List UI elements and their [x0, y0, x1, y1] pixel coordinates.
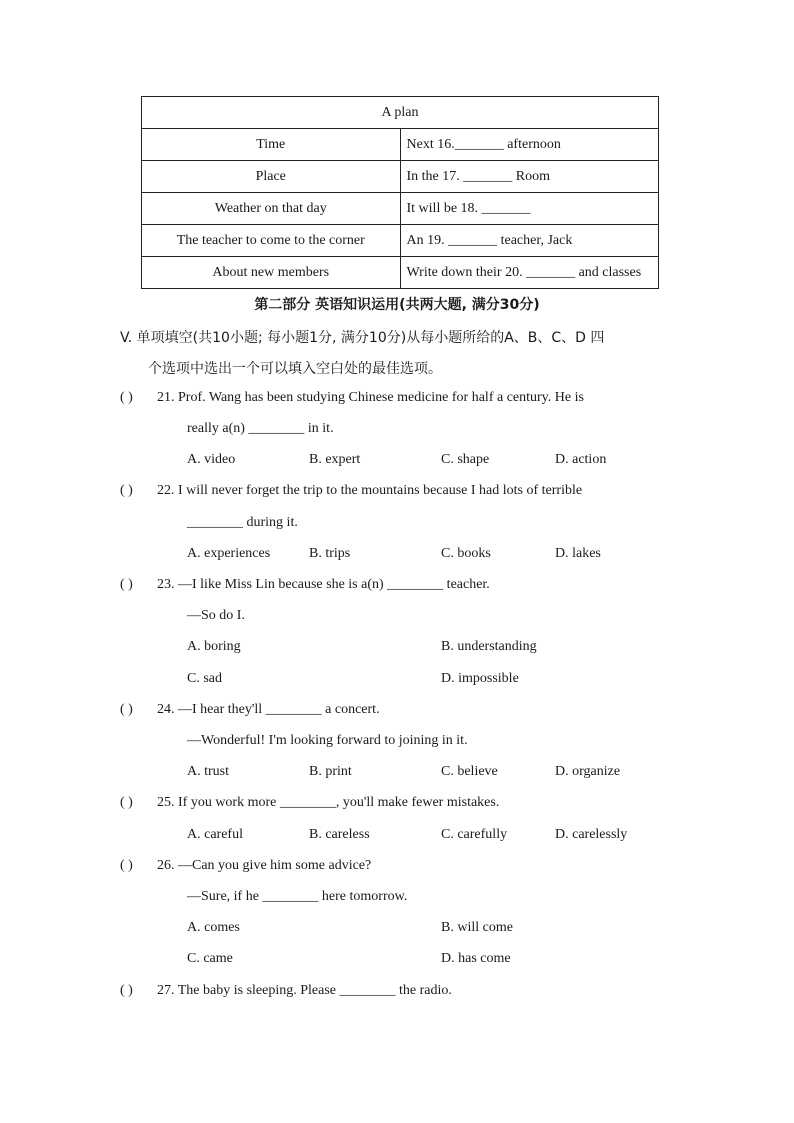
row-label: Weather on that day — [142, 193, 401, 225]
option-a[interactable]: A. video — [187, 452, 236, 467]
row-value: An 19. _______ teacher, Jack — [400, 225, 659, 257]
question-text: 21. Prof. Wang has been studying Chinese medicine for half a century. He is — [157, 390, 584, 405]
row-value: Write down their 20. _______ and classes — [400, 257, 659, 289]
question-text: 27. The baby is sleeping. Please ________ the radio. — [157, 983, 452, 998]
option-d[interactable]: D. action — [555, 452, 607, 467]
row-value: Next 16._______ afternoon — [400, 129, 659, 161]
option-a[interactable]: A. experiences — [187, 546, 271, 561]
question-text-cont: ________ during it. — [187, 515, 298, 530]
answer-blank[interactable]: ( ) — [120, 983, 133, 998]
answer-blank[interactable]: ( ) — [120, 390, 133, 405]
question-text: 26. —Can you give him some advice? — [157, 858, 372, 873]
row-value: In the 17. _______ Room — [400, 161, 659, 193]
option-b[interactable]: B. careless — [309, 827, 370, 842]
option-a[interactable]: A. careful — [187, 827, 243, 842]
row-label: About new members — [142, 257, 401, 289]
table-title: A plan — [142, 97, 659, 129]
option-c[interactable]: C. came — [187, 951, 233, 966]
option-d[interactable]: D. carelessly — [555, 827, 628, 842]
row-value: It will be 18. _______ — [400, 193, 659, 225]
table-row — [142, 129, 659, 161]
answer-blank[interactable]: ( ) — [120, 577, 133, 592]
table-row — [142, 225, 659, 257]
instruction-line-1: V. 单项填空(共10小题; 每小题1分, 满分10分)从每小题所给的A、B、C、D 四 — [120, 330, 605, 346]
instruction-line-2: 个选项中选出一个可以填入空白处的最佳选项。 — [148, 361, 442, 377]
option-b[interactable]: B. trips — [309, 546, 351, 561]
question-text-cont: —Sure, if he ________ here tomorrow. — [187, 889, 408, 904]
question-text-cont: —So do I. — [187, 608, 245, 623]
option-b[interactable]: B. understanding — [441, 639, 537, 654]
answer-blank[interactable]: ( ) — [120, 702, 133, 717]
row-label: Time — [142, 129, 401, 161]
option-c[interactable]: C. sad — [187, 671, 222, 686]
option-b[interactable]: B. expert — [309, 452, 361, 467]
question-text: 23. —I like Miss Lin because she is a(n) ________ teacher. — [157, 577, 490, 592]
row-label: The teacher to come to the corner — [142, 225, 401, 257]
option-b[interactable]: B. will come — [441, 920, 513, 935]
option-a[interactable]: A. comes — [187, 920, 240, 935]
option-d[interactable]: D. has come — [441, 951, 511, 966]
table-header-row — [142, 97, 659, 129]
answer-blank[interactable]: ( ) — [120, 483, 133, 498]
option-a[interactable]: A. boring — [187, 639, 241, 654]
question-text-cont: really a(n) ________ in it. — [187, 421, 334, 436]
option-c[interactable]: C. books — [441, 546, 491, 561]
option-d[interactable]: D. organize — [555, 764, 621, 779]
question-text: 24. —I hear they'll ________ a concert. — [157, 702, 380, 717]
option-c[interactable]: C. believe — [441, 764, 498, 779]
question-text: 25. If you work more ________, you'll make fewer mistakes. — [157, 795, 500, 810]
option-a[interactable]: A. trust — [187, 764, 229, 779]
option-b[interactable]: B. print — [309, 764, 352, 779]
answer-blank[interactable]: ( ) — [120, 795, 133, 810]
row-label: Place — [142, 161, 401, 193]
option-c[interactable]: C. shape — [441, 452, 490, 467]
option-d[interactable]: D. lakes — [555, 546, 601, 561]
table-row — [142, 193, 659, 225]
answer-blank[interactable]: ( ) — [120, 858, 133, 873]
section-title: 第二部分 英语知识运用(共两大题, 满分30分) — [254, 297, 540, 313]
option-d[interactable]: D. impossible — [441, 671, 519, 686]
question-text: 22. I will never forget the trip to the mountains because I had lots of terrible — [157, 483, 583, 498]
option-c[interactable]: C. carefully — [441, 827, 508, 842]
table-row — [142, 161, 659, 193]
table-row — [142, 257, 659, 289]
plan-table — [141, 96, 659, 289]
question-text-cont: —Wonderful! I'm looking forward to joining in it. — [187, 733, 468, 748]
